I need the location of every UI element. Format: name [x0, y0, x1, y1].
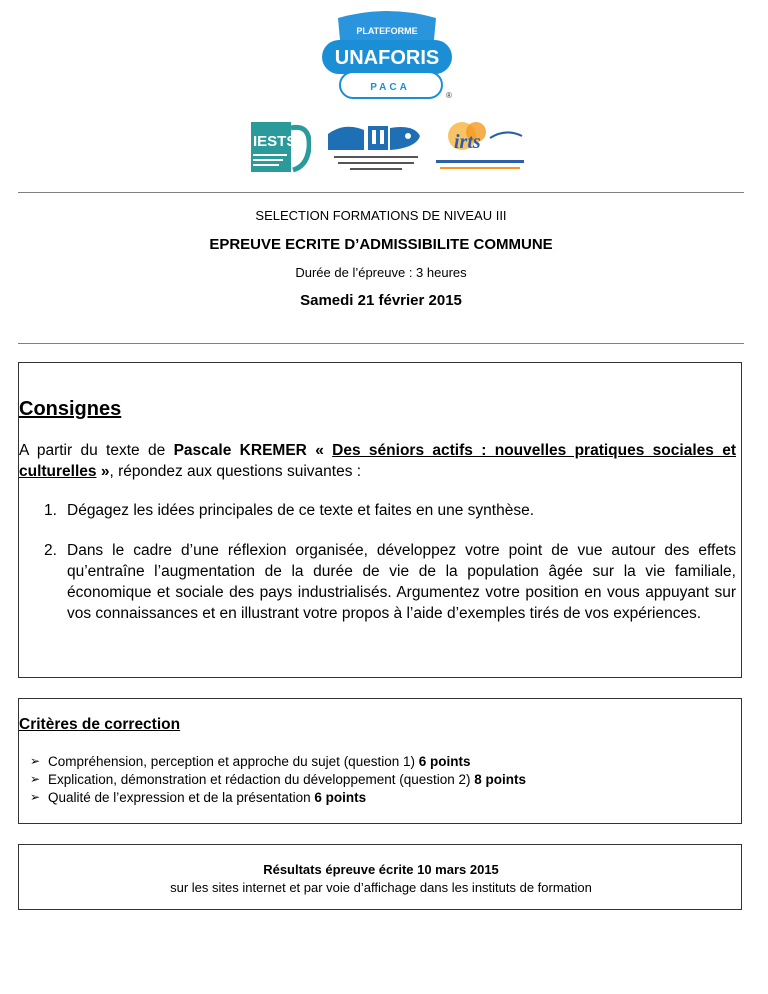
imf-logo — [324, 120, 426, 178]
critere-item — [30, 753, 471, 770]
item-number: 1. — [44, 502, 57, 519]
intro-close: » — [96, 463, 110, 480]
intro-text-title: Des séniors actifs : nouvelles pratiques sociales et culturelles — [19, 442, 736, 480]
critere-points: 6 points — [418, 754, 471, 769]
critere-item — [30, 789, 367, 806]
header-divider — [18, 343, 744, 344]
resultats-text: sur les sites internet et par voie d’affichage dans les instituts de formation — [170, 880, 592, 895]
date-text: Samedi 21 février 2015 — [300, 292, 462, 309]
critere-item — [30, 771, 527, 788]
criteres-title: Critères de correction — [19, 716, 181, 733]
critere-points: 8 points — [474, 772, 527, 787]
epreuve-title: EPREUVE ECRITE D’ADMISSIBILITE COMMUNE — [209, 236, 553, 253]
intro-end: , répondez aux questions suivantes : — [109, 463, 362, 480]
iests-wordmark: IESTS — [253, 133, 297, 150]
arrow-bullet-icon: ➢ — [30, 754, 41, 768]
duree-text: Durée de l’épreuve : 3 heures — [295, 265, 467, 280]
item-text: Dans le cadre d’une réflexion organisée, développez votre point de vue autour des effets qu’entraîne l’augmentation de la durée de vie de la population âgée sur la vie familiale, économique et sociale des pays industrialisés. Argumentez votre position en vous appuyant sur vos connaissances et en illustrant votre propos à l’aide d’exemples tirés de vos expériences. — [67, 542, 736, 622]
irts-wordmark: irts — [454, 131, 481, 153]
unaforis-mark: ® — [446, 91, 452, 100]
selection-title: SELECTION FORMATIONS DE NIVEAU III — [255, 208, 507, 223]
intro-start: A partir du texte de — [19, 442, 174, 459]
unaforis-region: PACA — [370, 82, 410, 93]
irts-logo — [432, 118, 528, 176]
unaforis-logo — [318, 10, 456, 102]
critere-text: Explication, démonstration et rédaction du développement (question 2) — [48, 772, 475, 787]
critere-text: Qualité de l’expression et de la présentation — [48, 790, 315, 805]
consignes-title: Consignes — [19, 398, 122, 420]
resultats-box — [18, 844, 742, 910]
critere-text: Compréhension, perception et approche du sujet (question 1) — [48, 754, 419, 769]
resultats-title: Résultats épreuve écrite 10 mars 2015 — [263, 862, 499, 877]
consigne-item — [44, 500, 736, 521]
unaforis-top: PLATEFORME — [356, 26, 418, 36]
critere-points: 6 points — [314, 790, 367, 805]
unaforis-name: UNAFORIS — [334, 47, 440, 69]
intro-author: Pascale KREMER « — [173, 442, 333, 459]
item-number: 2. — [44, 542, 57, 559]
consignes-intro — [19, 440, 736, 482]
top-divider — [18, 192, 744, 193]
arrow-bullet-icon: ➢ — [30, 772, 41, 786]
arrow-bullet-icon: ➢ — [30, 790, 41, 804]
item-text: Dégagez les idées principales de ce texte et faites en une synthèse. — [67, 502, 535, 519]
consigne-item — [44, 540, 736, 624]
iests-logo — [249, 118, 311, 174]
